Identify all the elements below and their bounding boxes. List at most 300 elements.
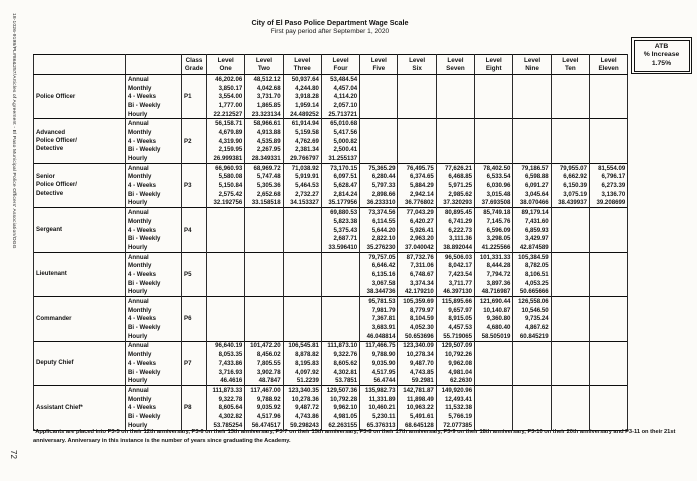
wage-cell bbox=[551, 306, 589, 315]
wage-cell: 72.077385 bbox=[436, 421, 474, 430]
wage-cell: 71,038.92 bbox=[283, 163, 321, 172]
period-label: Monthly bbox=[126, 350, 182, 359]
period-label: Hourly bbox=[126, 199, 182, 208]
wage-cell bbox=[436, 84, 474, 93]
rank-line: Police Officer bbox=[36, 92, 76, 100]
wage-cell: 53.7851 bbox=[321, 376, 359, 385]
wage-cell bbox=[589, 75, 627, 84]
wage-cell bbox=[589, 306, 627, 315]
wage-cell: 38.344736 bbox=[360, 288, 398, 297]
wage-cell: 3,067.58 bbox=[360, 279, 398, 288]
header-line: Class bbox=[185, 56, 203, 64]
wage-cell bbox=[589, 92, 627, 101]
wage-cell: 6,796.17 bbox=[589, 173, 627, 182]
wage-cell bbox=[513, 376, 551, 385]
wage-cell: 56.4744 bbox=[360, 376, 398, 385]
wage-cell bbox=[207, 261, 245, 270]
wage-cell bbox=[589, 395, 627, 404]
wage-cell: 73,170.15 bbox=[321, 163, 359, 172]
wage-cell: 8,605.64 bbox=[207, 403, 245, 412]
period-label: Hourly bbox=[126, 288, 182, 297]
wage-table-body bbox=[34, 75, 628, 431]
wage-cell bbox=[589, 297, 627, 306]
period-label: Hourly bbox=[126, 243, 182, 252]
rank-line: Police Officer/ bbox=[36, 181, 77, 189]
wage-cell bbox=[589, 110, 627, 119]
wage-cell bbox=[283, 226, 321, 235]
wage-cell bbox=[321, 315, 359, 324]
wage-cell: 5,464.53 bbox=[283, 181, 321, 190]
wage-cell: 117,466.75 bbox=[360, 341, 398, 350]
wage-cell bbox=[245, 297, 283, 306]
wage-cell: 12,493.41 bbox=[436, 395, 474, 404]
wage-cell bbox=[513, 128, 551, 137]
wage-cell: 42.874589 bbox=[513, 243, 551, 252]
wage-cell: 4,517.95 bbox=[360, 368, 398, 377]
wage-cell: 4,535.89 bbox=[245, 137, 283, 146]
wage-cell: 2,500.41 bbox=[321, 146, 359, 155]
wage-cell bbox=[475, 395, 513, 404]
period-label: Annual bbox=[126, 297, 182, 306]
wage-cell bbox=[513, 119, 551, 128]
wage-cell bbox=[551, 92, 589, 101]
wage-cell: 4,457.53 bbox=[436, 323, 474, 332]
header-level-7 bbox=[436, 55, 474, 75]
wage-cell: 46.4616 bbox=[207, 376, 245, 385]
wage-cell bbox=[589, 412, 627, 421]
wage-cell bbox=[283, 288, 321, 297]
wage-cell bbox=[513, 84, 551, 93]
period-label: Annual bbox=[126, 75, 182, 84]
wage-cell bbox=[360, 128, 398, 137]
wage-cell: 11,331.89 bbox=[360, 395, 398, 404]
wage-cell bbox=[436, 137, 474, 146]
class-grade-cell: P2 bbox=[182, 119, 207, 163]
wage-cell bbox=[245, 234, 283, 243]
header-line: Grade bbox=[184, 64, 204, 72]
period-label: Annual bbox=[126, 119, 182, 128]
wage-cell bbox=[513, 403, 551, 412]
wage-cell: 56.474517 bbox=[245, 421, 283, 430]
wage-cell bbox=[589, 350, 627, 359]
period-label: Annual bbox=[126, 386, 182, 395]
header-line: Level bbox=[332, 56, 349, 64]
wage-cell bbox=[245, 306, 283, 315]
header-level-1 bbox=[207, 55, 245, 75]
wage-cell: 4,981.04 bbox=[436, 368, 474, 377]
atb-increase-inner bbox=[634, 40, 690, 72]
wage-cell: 6,859.93 bbox=[513, 226, 551, 235]
period-label: Hourly bbox=[126, 110, 182, 119]
wage-cell: 101,472.20 bbox=[245, 341, 283, 350]
wage-cell: 8,779.97 bbox=[398, 306, 436, 315]
wage-cell: 5,919.91 bbox=[283, 173, 321, 182]
wage-cell bbox=[551, 386, 589, 395]
wage-cell bbox=[551, 412, 589, 421]
wage-cell bbox=[398, 128, 436, 137]
wage-cell: 38.892044 bbox=[436, 243, 474, 252]
wage-cell: 3,850.17 bbox=[207, 84, 245, 93]
wage-scale-table bbox=[33, 54, 628, 431]
wage-cell: 111,873.33 bbox=[207, 386, 245, 395]
wage-cell bbox=[436, 154, 474, 163]
wage-cell: 69,880.53 bbox=[321, 208, 359, 217]
header-level-9 bbox=[513, 55, 551, 75]
wage-cell bbox=[207, 279, 245, 288]
wage-cell: 4,680.40 bbox=[475, 323, 513, 332]
wage-cell: 3,075.19 bbox=[551, 190, 589, 199]
wage-cell: 4,743.86 bbox=[283, 412, 321, 421]
wage-cell bbox=[551, 261, 589, 270]
wage-cell: 1,777.00 bbox=[207, 101, 245, 110]
class-grade-cell: P6 bbox=[182, 297, 207, 341]
wage-cell: 10,792.28 bbox=[321, 395, 359, 404]
wage-cell: 4,302.81 bbox=[321, 368, 359, 377]
wage-cell bbox=[283, 217, 321, 226]
wage-cell bbox=[398, 119, 436, 128]
wage-cell: 22.212527 bbox=[207, 110, 245, 119]
wage-cell: 59.2981 bbox=[398, 376, 436, 385]
wage-cell: 7,311.06 bbox=[398, 261, 436, 270]
period-label: Monthly bbox=[126, 217, 182, 226]
wage-cell bbox=[245, 226, 283, 235]
header-line: Six bbox=[412, 64, 422, 72]
wage-cell bbox=[436, 92, 474, 101]
period-label: Monthly bbox=[126, 261, 182, 270]
rank-cell bbox=[34, 297, 126, 341]
wage-cell bbox=[589, 154, 627, 163]
table-row bbox=[34, 208, 628, 217]
header-level-8 bbox=[475, 55, 513, 75]
wage-cell: 50,937.64 bbox=[283, 75, 321, 84]
class-grade-cell: P3 bbox=[182, 163, 207, 207]
page-title: City of El Paso Police Department Wage Scale bbox=[251, 18, 409, 27]
header-line: Eight bbox=[485, 64, 502, 72]
wage-cell bbox=[589, 243, 627, 252]
wage-cell bbox=[321, 323, 359, 332]
wage-cell: 6,533.54 bbox=[475, 173, 513, 182]
class-grade-cell: P8 bbox=[182, 386, 207, 430]
wage-cell: 10,278.36 bbox=[283, 395, 321, 404]
wage-cell: 5,926.41 bbox=[398, 226, 436, 235]
wage-cell: 2,814.24 bbox=[321, 190, 359, 199]
header-line: Seven bbox=[446, 64, 465, 72]
wage-cell bbox=[245, 243, 283, 252]
wage-cell bbox=[513, 75, 551, 84]
wage-cell: 8,915.05 bbox=[436, 315, 474, 324]
wage-cell bbox=[475, 412, 513, 421]
wage-cell: 4,114.20 bbox=[321, 92, 359, 101]
period-label: 4 - Weeks bbox=[126, 359, 182, 368]
wage-cell: 66,960.93 bbox=[207, 163, 245, 172]
wage-cell: 105,384.59 bbox=[513, 252, 551, 261]
wage-cell: 6,097.51 bbox=[321, 173, 359, 182]
wage-cell bbox=[589, 137, 627, 146]
wage-cell: 59.298243 bbox=[283, 421, 321, 430]
wage-cell: 3,136.70 bbox=[589, 190, 627, 199]
header-line: Ten bbox=[564, 64, 576, 72]
wage-cell bbox=[589, 386, 627, 395]
wage-cell: 105,359.69 bbox=[398, 297, 436, 306]
wage-cell: 10,278.34 bbox=[398, 350, 436, 359]
wage-cell: 4,679.89 bbox=[207, 128, 245, 137]
rank-cell bbox=[34, 119, 126, 163]
wage-cell: 79,955.07 bbox=[551, 163, 589, 172]
header-line: Level bbox=[409, 56, 426, 64]
wage-cell bbox=[283, 234, 321, 243]
wage-cell bbox=[551, 315, 589, 324]
period-label: Hourly bbox=[126, 421, 182, 430]
wage-cell bbox=[321, 252, 359, 261]
wage-cell: 4,913.88 bbox=[245, 128, 283, 137]
wage-cell: 4,302.82 bbox=[207, 412, 245, 421]
class-grade-cell: P5 bbox=[182, 252, 207, 296]
header-line: Nine bbox=[525, 64, 539, 72]
wage-cell: 7,794.72 bbox=[475, 270, 513, 279]
wage-cell: 123,340.35 bbox=[283, 386, 321, 395]
header-line: Level bbox=[600, 56, 617, 64]
wage-cell: 58,966.61 bbox=[245, 119, 283, 128]
wage-cell: 115,895.66 bbox=[436, 297, 474, 306]
wage-cell: 5,150.84 bbox=[207, 181, 245, 190]
wage-cell: 6,280.44 bbox=[360, 173, 398, 182]
wage-cell: 65.376313 bbox=[360, 421, 398, 430]
wage-cell: 11,532.38 bbox=[436, 403, 474, 412]
wage-cell: 2,381.34 bbox=[283, 146, 321, 155]
period-label: Bi - Weekly bbox=[126, 368, 182, 377]
rank-line: Detective bbox=[36, 189, 64, 197]
wage-cell: 7,433.86 bbox=[207, 359, 245, 368]
wage-cell: 8,053.35 bbox=[207, 350, 245, 359]
wage-cell: 33.158518 bbox=[245, 199, 283, 208]
wage-cell: 5,797.33 bbox=[360, 181, 398, 190]
wage-cell: 50.665666 bbox=[513, 288, 551, 297]
wage-cell: 4,517.96 bbox=[245, 412, 283, 421]
wage-cell bbox=[589, 208, 627, 217]
wage-cell: 9,035.90 bbox=[360, 359, 398, 368]
wage-cell: 53,484.54 bbox=[321, 75, 359, 84]
wage-cell: 8,104.59 bbox=[398, 315, 436, 324]
wage-cell: 9,487.72 bbox=[283, 403, 321, 412]
wage-cell bbox=[245, 279, 283, 288]
wage-cell: 1,959.14 bbox=[283, 101, 321, 110]
period-label: Bi - Weekly bbox=[126, 323, 182, 332]
wage-cell: 38.070466 bbox=[513, 199, 551, 208]
wage-cell: 25.713721 bbox=[321, 110, 359, 119]
period-label: 4 - Weeks bbox=[126, 137, 182, 146]
header-line: Level bbox=[255, 56, 272, 64]
period-label: Monthly bbox=[126, 395, 182, 404]
wage-cell: 2,822.10 bbox=[360, 234, 398, 243]
header-level-10 bbox=[551, 55, 589, 75]
wage-cell: 77,626.21 bbox=[436, 163, 474, 172]
wage-cell: 6,114.55 bbox=[360, 217, 398, 226]
wage-cell: 3,045.64 bbox=[513, 190, 551, 199]
wage-cell: 42.179210 bbox=[398, 288, 436, 297]
wage-cell: 3,111.36 bbox=[436, 234, 474, 243]
wage-cell bbox=[589, 279, 627, 288]
wage-cell bbox=[245, 261, 283, 270]
wage-cell bbox=[513, 395, 551, 404]
wage-cell: 5,375.43 bbox=[321, 226, 359, 235]
wage-cell: 46,202.06 bbox=[207, 75, 245, 84]
header-line: Level bbox=[217, 56, 234, 64]
rank-cell bbox=[34, 386, 126, 430]
wage-cell: 41.225566 bbox=[475, 243, 513, 252]
wage-cell: 23.323134 bbox=[245, 110, 283, 119]
wage-cell bbox=[207, 208, 245, 217]
wage-cell bbox=[475, 92, 513, 101]
wage-cell: 36.776802 bbox=[398, 199, 436, 208]
wage-cell bbox=[207, 297, 245, 306]
wage-cell: 5,491.61 bbox=[398, 412, 436, 421]
header-level-2 bbox=[245, 55, 283, 75]
period-label: Hourly bbox=[126, 376, 182, 385]
wage-cell bbox=[398, 84, 436, 93]
period-label: Bi - Weekly bbox=[126, 190, 182, 199]
sidebar-stamp: 18-1026-9198/PL#86&257/Articles of Agreement - El Paso Municipal Police Officers' Association/OGG bbox=[11, 13, 16, 249]
wage-cell bbox=[245, 208, 283, 217]
wage-cell bbox=[513, 154, 551, 163]
page-number: 72 bbox=[9, 450, 18, 459]
wage-cell: 6,091.27 bbox=[513, 181, 551, 190]
wage-cell bbox=[551, 341, 589, 350]
wage-cell: 4,053.25 bbox=[513, 279, 551, 288]
wage-cell: 6,420.27 bbox=[398, 217, 436, 226]
wage-cell bbox=[360, 146, 398, 155]
wage-cell bbox=[475, 146, 513, 155]
wage-cell bbox=[475, 368, 513, 377]
wage-cell bbox=[475, 128, 513, 137]
wage-cell bbox=[589, 332, 627, 341]
wage-cell bbox=[398, 137, 436, 146]
wage-cell bbox=[360, 101, 398, 110]
wage-cell: 149,920.96 bbox=[436, 386, 474, 395]
rank-line: Lieutenant bbox=[36, 270, 67, 278]
wage-cell bbox=[207, 323, 245, 332]
wage-cell: 28.349331 bbox=[245, 154, 283, 163]
period-label: 4 - Weeks bbox=[126, 181, 182, 190]
wage-cell bbox=[475, 403, 513, 412]
wage-cell: 2,985.62 bbox=[436, 190, 474, 199]
wage-cell bbox=[475, 110, 513, 119]
period-label: Annual bbox=[126, 341, 182, 350]
wage-cell: 4,042.68 bbox=[245, 84, 283, 93]
atb-increase-label: % Increase bbox=[643, 51, 680, 59]
wage-cell bbox=[551, 252, 589, 261]
wage-cell: 46.048814 bbox=[360, 332, 398, 341]
header-line: Level bbox=[523, 56, 541, 64]
wage-cell bbox=[283, 332, 321, 341]
period-label: Monthly bbox=[126, 128, 182, 137]
wage-cell: 60.845219 bbox=[513, 332, 551, 341]
header-line: Level bbox=[447, 56, 464, 64]
wage-cell bbox=[360, 154, 398, 163]
wage-cell bbox=[589, 323, 627, 332]
wage-cell: 56,158.71 bbox=[207, 119, 245, 128]
wage-cell: 117,467.00 bbox=[245, 386, 283, 395]
wage-cell: 3,731.70 bbox=[245, 92, 283, 101]
wage-cell bbox=[513, 146, 551, 155]
wage-cell bbox=[245, 270, 283, 279]
wage-cell bbox=[360, 137, 398, 146]
wage-cell bbox=[207, 288, 245, 297]
wage-cell bbox=[436, 146, 474, 155]
wage-cell: 9,322.78 bbox=[207, 395, 245, 404]
wage-cell bbox=[360, 92, 398, 101]
header-line: Three bbox=[293, 64, 311, 72]
wage-cell: 3,683.91 bbox=[360, 323, 398, 332]
period-label: Annual bbox=[126, 252, 182, 261]
wage-cell bbox=[551, 359, 589, 368]
wage-cell bbox=[398, 154, 436, 163]
wage-cell: 3,429.97 bbox=[513, 234, 551, 243]
wage-cell: 9,487.70 bbox=[398, 359, 436, 368]
wage-cell: 48,512.12 bbox=[245, 75, 283, 84]
period-label: Bi - Weekly bbox=[126, 279, 182, 288]
wage-cell: 6,646.42 bbox=[360, 261, 398, 270]
header-line: Two bbox=[257, 64, 270, 72]
wage-cell: 111,873.10 bbox=[321, 341, 359, 350]
wage-cell bbox=[207, 332, 245, 341]
wage-cell: 5,823.38 bbox=[321, 217, 359, 226]
wage-cell: 3,554.00 bbox=[207, 92, 245, 101]
wage-cell: 35.276230 bbox=[360, 243, 398, 252]
wage-cell: 6,030.96 bbox=[475, 181, 513, 190]
rank-line: Advanced bbox=[36, 128, 66, 136]
wage-cell bbox=[513, 101, 551, 110]
wage-cell: 142,781.87 bbox=[398, 386, 436, 395]
wage-cell bbox=[475, 154, 513, 163]
wage-cell bbox=[551, 154, 589, 163]
wage-cell bbox=[245, 288, 283, 297]
wage-cell bbox=[513, 386, 551, 395]
wage-cell: 37.693508 bbox=[475, 199, 513, 208]
wage-cell bbox=[245, 332, 283, 341]
wage-cell: 87,732.76 bbox=[398, 252, 436, 261]
wage-cell: 96,506.03 bbox=[436, 252, 474, 261]
period-label: 4 - Weeks bbox=[126, 92, 182, 101]
wage-cell: 11,898.49 bbox=[398, 395, 436, 404]
wage-cell: 9,657.97 bbox=[436, 306, 474, 315]
table-row bbox=[34, 119, 628, 128]
wage-cell bbox=[589, 261, 627, 270]
wage-cell: 5,766.19 bbox=[436, 412, 474, 421]
wage-cell: 5,580.08 bbox=[207, 173, 245, 182]
wage-cell: 4,981.05 bbox=[321, 412, 359, 421]
table-row bbox=[34, 75, 628, 84]
wage-cell: 39.208699 bbox=[589, 199, 627, 208]
table-row bbox=[34, 386, 628, 395]
header-blank-rank bbox=[34, 55, 126, 75]
wage-cell: 34.153327 bbox=[283, 199, 321, 208]
period-label: Hourly bbox=[126, 154, 182, 163]
wage-cell bbox=[589, 359, 627, 368]
wage-cell: 33.596410 bbox=[321, 243, 359, 252]
wage-cell bbox=[360, 119, 398, 128]
wage-cell: 5,417.56 bbox=[321, 128, 359, 137]
wage-cell bbox=[551, 403, 589, 412]
period-label: Bi - Weekly bbox=[126, 234, 182, 243]
wage-cell: 2,652.68 bbox=[245, 190, 283, 199]
wage-cell: 62.263155 bbox=[321, 421, 359, 430]
wage-cell: 10,963.22 bbox=[398, 403, 436, 412]
wage-cell bbox=[360, 84, 398, 93]
wage-cell bbox=[245, 323, 283, 332]
wage-cell bbox=[283, 208, 321, 217]
wage-cell: 123,340.09 bbox=[398, 341, 436, 350]
wage-cell: 48.7847 bbox=[245, 376, 283, 385]
